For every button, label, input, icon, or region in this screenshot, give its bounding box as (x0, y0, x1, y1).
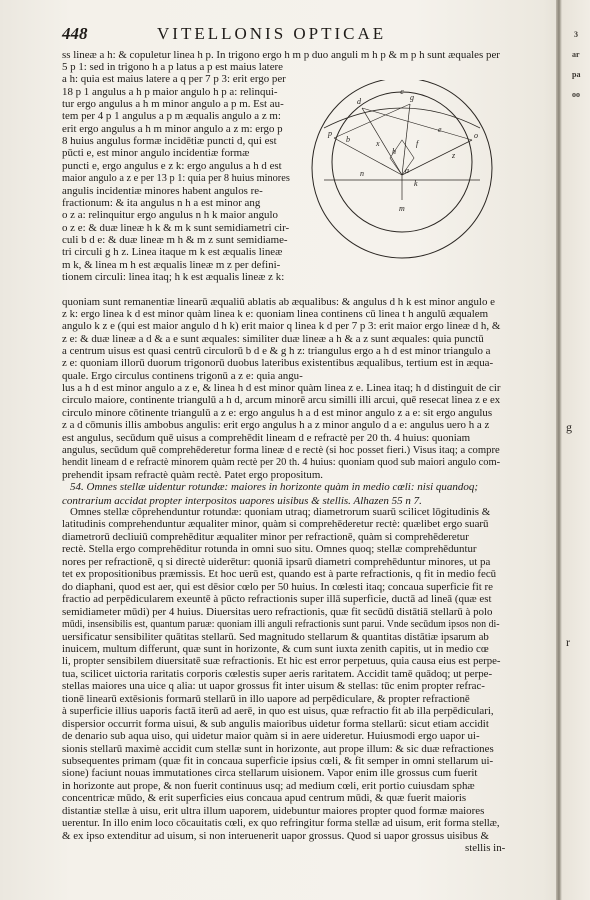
figure-label: z (452, 151, 456, 160)
text-line: lus a h d est minor angulo a z e, & linea h d est minor quàm linea z e. Linea itaq; h d distinguit de cir (62, 383, 501, 395)
outer-circle (312, 80, 492, 258)
ray-line (334, 138, 402, 175)
text-line: angulis incidentiæ minores habent angulos re- (62, 185, 263, 197)
text-line: sionis stellarū maximè accidit cum stellæ sunt in horizonte, aut prope illum: & sic duæ refractiones (62, 743, 494, 755)
text-line: in horizonte aut prope, & non fuerit continuus usq; ad medium cœli, erit portio cuiusdam sphæ (62, 780, 475, 792)
text-line: z a d cōmunis illis ambobus angulis: erit ergo angulus h a z minor angulo d a e: angulus uero h a z (62, 420, 490, 432)
figure-label: e (438, 125, 442, 134)
figure-label: x (376, 139, 380, 148)
margin-fragment: 3 (574, 30, 578, 39)
text-line: semidiameter mūdi) per 4 huius. Diuersitas uero refractionis, quæ fit secūdū distātiā stellarū à polo (62, 606, 493, 618)
text-line: do diaphani, quod est aer, qui est dēsior cœlo per 50 huius. In cœlesti itaq; concaua superficie fit re (62, 581, 493, 593)
text-line: a centrum uisus est quasi centrū circulorū b d e & g h z: triangulus ergo a h d est minor triangulo a (62, 346, 491, 358)
text-line: mūdi, insensibilis est, quantum paruæ: quoniam illi anguli refractionis sunt parui. Vnde secūdum ipsos non di- (62, 619, 500, 631)
margin-fragment: oo (572, 90, 580, 99)
text-line: z e: quoniam illorū duorum trigonorū duobus lateribus existentibus æqualibus, tertium est in æqua- (62, 358, 494, 370)
text-line: dispersior occurrit forma uisui, & sub angulis maioribus uidetur forma stellarū: sicut etiam accidit (62, 718, 489, 730)
text-line: 54. Omnes stellæ uidentur rotundæ: maiores in horizonte quàm in medio cœli: nisi quandoq; (70, 482, 479, 493)
text-line: fractio ad perpēdicularem exeuntē à pūcto refractionis super illā superficie, ductā ad lineā (quæ est (62, 594, 492, 606)
text-line: diametrorū decliuiū comprehēditur æqualiter minor per refractionē, quàm si comprehēderetur (62, 531, 469, 543)
text-line: sione) faciunt nouas immutationes circa stellarum uisionem. Vapor enim ille grossus cum fuerit (62, 768, 478, 780)
text-line: stellas maiores una uice q alia: ut uapor grossus fit inter uisum & stellas: tūc enim propter refrac- (62, 681, 485, 693)
text-line: quale. Ergo circulus continens trigonū a z e: quia angu- (62, 370, 303, 382)
text-line: est angulus, secūdum quē uisus a comprehēdit lineam d e refractè per 20 th. 4 huius: quoniam (62, 432, 471, 444)
text-line: subsequentes primam (quæ fit in concaua superficie ipsius cœli, & fit semper in omni stellarum ui- (62, 756, 494, 767)
text-line: circulo minore cōtinente triangulū a z e: ergo angulus h a d est minor angulo z a e: sit ergo angulus (62, 407, 493, 419)
text-line: pūcti e, est minor angulo incidentiæ formæ (62, 148, 250, 160)
text-line: puncti e, ergo angulus e z k: ergo angulus a h d est (62, 160, 282, 172)
text-line: tur ergo angulus a h m minor angulo a p m. Est au- (62, 99, 284, 111)
text-line: tionē linearū extēsionis formarū stellarū in illo uapore ad perpēdiculare, & propter refractionē (62, 693, 470, 705)
margin-fragment: pa (572, 70, 581, 79)
text-line: prehendit ipsam refractè quàm rectè. Patet ergo propositum. (62, 469, 324, 481)
text-line: a h: quia est maius latere a q per 7 p 3: erit ergo per (62, 74, 286, 86)
running-header (62, 24, 502, 46)
figure-label: m (399, 204, 405, 213)
figure-label: f (416, 139, 419, 148)
text-line: fractionum: & ita angulus n h a est minor ang (62, 197, 261, 209)
text-line: z e: & duæ lineæ a d & a e sunt æquales: similiter duæ lineæ a h & a z sunt æquales: quia punctū (62, 333, 484, 345)
text-line: circulo maiore, continente triangulū a h d, arcum minorē arcu similli illi arcui, quē resecat linea z e ex (62, 395, 501, 407)
figure-label: c (400, 87, 404, 96)
text-line: nores per refractionē, q si directè uiderētur: quoniā ipsarū diametri comprehēduntur minores, ut pa (62, 556, 491, 568)
text-line: z k: ergo linea k d est minor quàm linea k e: quoniam linea continens cū linea t h angulū æqualem (62, 309, 489, 320)
text-line: uersificatur sensibiliter quātitas stellarū. Sed magnitudo stellarum & quantitas distātiæ ipsarum ab (62, 631, 489, 643)
figure-label: o (474, 131, 478, 140)
text-line: tionem circuli: linea itaq; h k est æqualis lineæ z k: (62, 271, 285, 283)
adjacent-page-fragments (560, 30, 588, 290)
figure-label: b (346, 135, 350, 144)
text-line: o z a: relinquitur ergo angulus n h k maior angulo (62, 210, 278, 222)
text-line: stellis in- (465, 843, 506, 855)
text-line: rectè. Stella ergo comprehēditur rotunda in omni suo situ. Omnes quoq; stellæ comprehēduntur (62, 544, 477, 556)
text-line: concentricæ mūdo, & erit superficies eius concaua apud centrum mūdi, & quæ fuerit maioris (62, 793, 467, 805)
text-line: 5 p 1: sed in trigono h a p latus a p est maius latere (62, 62, 284, 73)
text-line: tri circuli g h z. Linea itaque m k est æqualis lineæ (62, 247, 283, 259)
text-line: li, propter sensibilem diuersitatē suæ refractionis. Et hic est error perpetuus, quia causa eius est perpe- (62, 656, 501, 668)
ray-line (402, 140, 472, 175)
figure-label: p (328, 129, 332, 138)
horizon-arc (324, 108, 480, 128)
text-line: inuicem, multum differunt, quæ sunt in horizonte, & cum sunt iuxta zenith capitis, ut in medio cœ (62, 643, 489, 655)
text-line: & ex ipso extenditur ad uisum, si non interuenerit uapor grossus. Quod si uapor grossus uisibus & (62, 830, 489, 842)
text-line: erit ergo angulus a h m minor angulo a z m: ergo p (62, 123, 283, 135)
text-line: 8 huius angulus formæ incidētiæ puncti d, qui est (62, 136, 277, 148)
figure-label: a (405, 166, 409, 175)
text-line: hendit lineam d e refractè minorem quàm rectè per 20 th. 4 huius: quoniam quod sub maiori angulo com- (62, 457, 501, 469)
margin-fragment: ar (572, 50, 580, 59)
text-line: tet ex propositionibus præmissis. Et hoc uerū est, quando est à parte refractionis, q fit in medio fecū (62, 569, 497, 581)
text-line: ss lineæ a h: & copuletur linea h p. In trigono ergo h m p duo anguli m h p & m p h sunt æquales per (62, 50, 500, 61)
figure-label: k (414, 179, 418, 188)
figure-label: g (410, 93, 414, 102)
geometric-diagram (302, 80, 502, 290)
margin-fragment: r (566, 635, 570, 649)
triangle-shape (390, 140, 414, 175)
figure-label: n (360, 169, 364, 178)
text-line: distantiæ stellæ à uisu, erit ultra illum uaporem, uidebuntur maiores propter quod formæ maiores (62, 805, 485, 817)
figure-label: d (357, 97, 361, 106)
text-line: à superficie illius uaporis factā iterū ad aerē, in quo est uisus, quæ refractio fit ab illa perpēdiculari, (62, 706, 494, 718)
text-line: latitudinis comprehenduntur æqualiter minor, quàm si comprehēderetur rectè: quælibet ergo suarū (62, 519, 489, 531)
text-line: Omnes stellæ cōprehenduntur rotundæ: quoniam utraq; diametrorum suarū scilicet lōgitudinis & (70, 507, 491, 518)
text-line: angulo k z e (qui est maior angulo d h k) erit maior q linea k d per 7 p 3: erit maior ergo lineæ d h, & (62, 321, 501, 333)
text-line: 18 p 1 angulus a h p maior angulo h p a: relinqui- (62, 86, 278, 98)
margin-fragment: g (566, 420, 572, 434)
text-line: m k, & linea m h est æqualis lineæ m z per defini- (62, 259, 281, 271)
text-line: culi b d e: & duæ lineæ m h & m z sunt semidiame- (62, 234, 288, 246)
text-line: maior angulo a z e per 13 p 1: quia per 8 huius minores (62, 173, 290, 185)
text-line: o z e: & duæ lineæ h k & m k sunt semidiametri cir- (62, 222, 290, 234)
text-line: tem per 4 p 1 angulus a p m æqualis angulo a z m: (62, 111, 281, 123)
text-line: de denario sub aqua uiso, qui uidetur maior quàm si in aere uideretur. Huiusmodi ergo uapor ui- (62, 731, 480, 743)
text-line: contrarium accidat propter interpositos uapores uisibus & stellis. Alhazen 55 n 7. (62, 496, 422, 507)
text-line: quoniam sunt remanentiæ linearū æqualiū ablatis ab æqualibus: & angulus d h k est minor angulo e (62, 296, 495, 308)
text-line: uerentur. In illo enim loco cōcauitatis cœli, ex quo refringitur forma stellæ ad uisum, erit forma stellæ, (62, 818, 500, 830)
figure-label: h (392, 147, 396, 156)
text-line: tua, scilicet uictoria raritatis corporis cœlestis super aeris raritatem. Accidit tamē quādoq; ut perpe- (62, 668, 493, 680)
running-title: VITELLONIS OPTICAE (157, 24, 387, 43)
ray-line (402, 104, 410, 175)
page-number: 448 (62, 24, 88, 43)
text-line: angulus, secūdum quē comprehēderetur forma lineæ d e rectè (si hoc posset fieri.) Visus itaq; a compre (62, 444, 500, 456)
